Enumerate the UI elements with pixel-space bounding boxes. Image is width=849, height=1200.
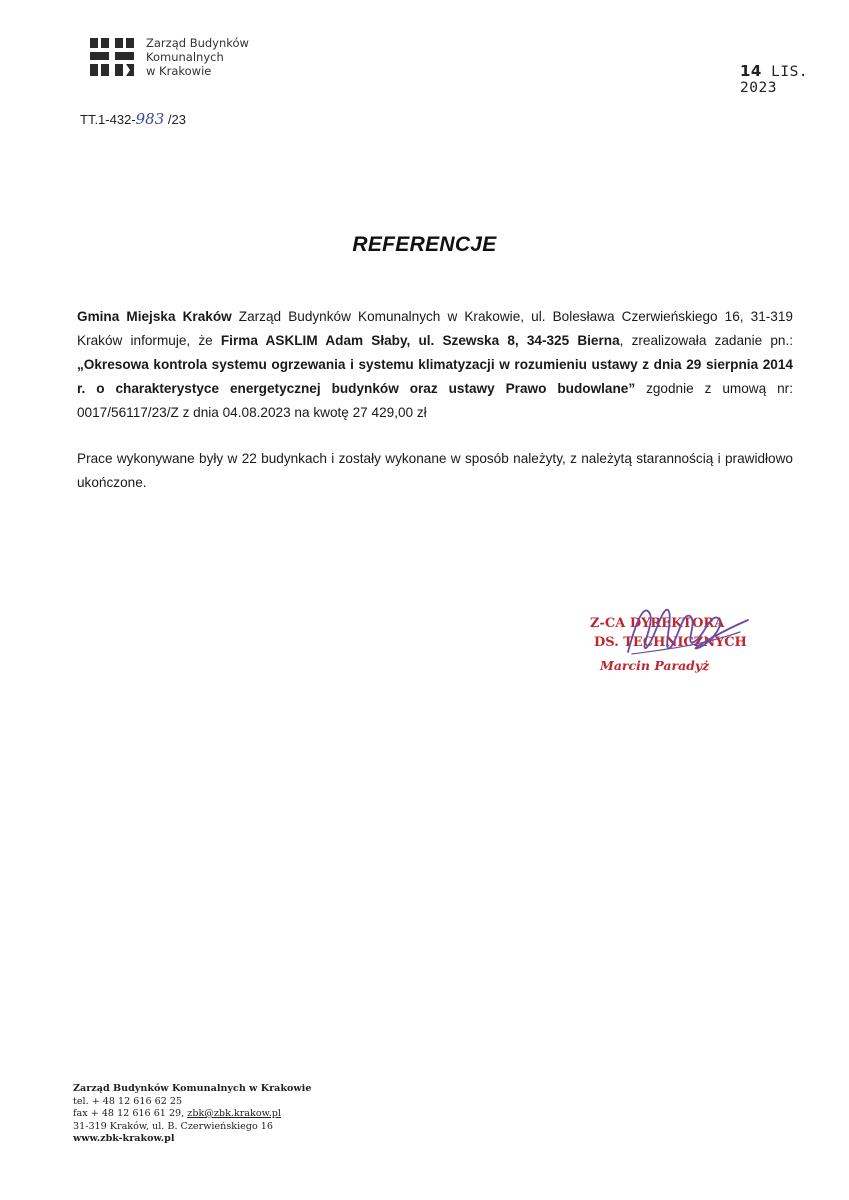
footer-fax: fax + 48 12 616 61 29, <box>73 1108 188 1119</box>
footer-website-link[interactable]: www.zbk-krakow.pl <box>73 1133 175 1144</box>
paragraph-2: Prace wykonywane były w 22 budynkach i zostały wykonane w sposób należyty, z należytą starannością i prawidłowo ukończone. <box>77 451 793 490</box>
footer-address: 31-319 Kraków, ul. B. Czerwieńskiego 16 <box>73 1120 273 1132</box>
p1-text-2: , zrealizowała zadanie pn.: <box>619 333 794 348</box>
zbk-logo-icon <box>88 36 136 80</box>
reference-number <box>80 110 186 128</box>
logo-text <box>146 36 249 78</box>
logo-line-2: Komunalnych <box>146 50 224 64</box>
p1-contractor: Firma ASKLIM Adam Słaby, ul. Szewska 8, 34-325 Bierna <box>220 333 620 348</box>
logo-line-1: Zarząd Budynków <box>146 36 249 50</box>
stamp-position-line-1: Z-CA DYREKTORA <box>590 616 725 631</box>
document-title: REFERENCJE <box>352 233 497 256</box>
logo-line-3: w Krakowie <box>146 64 212 78</box>
footer-organization: Zarząd Budynków Komunalnych w Krakowie <box>73 1083 312 1094</box>
p1-text-1: Zarząd Budynków Komunalnych w Krakowie, ul. Bolesława Czerwieńskiego 16, 31-319 Kraków informuje, że <box>77 309 793 348</box>
reference-prefix: TT.1-432- <box>80 112 136 127</box>
p1-contract-info: zgodnie z umową nr: 0017/56117/23/Z z dnia 04.08.2023 na kwotę 27 429,00 zł <box>77 381 793 420</box>
reference-suffix: /23 <box>167 112 186 127</box>
stamp-position-line-2: DS. TECHNICZNYCH <box>594 635 747 650</box>
paragraph-1 <box>77 305 793 425</box>
footer-fax-line <box>73 1108 311 1121</box>
letter-footer <box>73 1083 311 1146</box>
signatory-name: Marcin Paradyż <box>600 658 710 673</box>
letterhead-logo <box>88 36 288 86</box>
footer-tel: tel. + 48 12 616 62 25 <box>73 1095 183 1107</box>
p1-task-name: „Okresowa kontrola systemu ogrzewania i systemu klimatyzacji w rozumieniu ustawy z dnia 29 sierpnia 2014 r. o charakterystyce energetycznej budynków oraz ustawy Prawo budowlane” <box>77 357 793 396</box>
reference-handwritten-number: 983 <box>135 110 165 128</box>
signature-block <box>570 592 770 692</box>
stamp-day: 14 <box>740 62 762 80</box>
handwritten-signature-icon <box>570 592 770 692</box>
footer-email-link[interactable]: zbk@zbk.krakow.pl <box>187 1108 281 1119</box>
stamp-month-year: LIS. 2023 <box>740 64 809 96</box>
p1-issuer: Gmina Miejska Kraków <box>77 309 232 324</box>
received-date-stamp <box>740 62 849 96</box>
